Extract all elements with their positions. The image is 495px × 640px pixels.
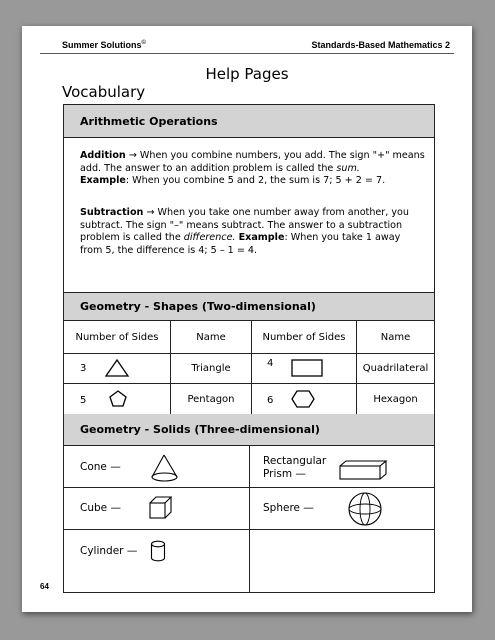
cube-icon xyxy=(149,496,173,522)
sides-value: 6 xyxy=(267,395,274,406)
column-header-sides: Number of Sides xyxy=(262,331,346,343)
subtraction-text: When you take one number away from another, you subtract. The sign "–" means subtract. The answer to a subtraction problem is called the xyxy=(80,207,409,243)
grid-line xyxy=(64,487,434,488)
sphere-icon xyxy=(348,492,382,526)
column-header-name: Name xyxy=(196,331,226,343)
pentagon-icon xyxy=(108,389,128,409)
cylinder-icon xyxy=(150,540,168,564)
cone-icon xyxy=(150,453,180,483)
shapes-heading: Geometry - Shapes (Two-dimensional) xyxy=(64,292,434,321)
page-number: 64 xyxy=(40,582,49,591)
section-title: Vocabulary xyxy=(62,83,146,101)
addition-definition xyxy=(80,150,425,188)
rectangular-prism-icon xyxy=(339,460,389,482)
sides-value: 4 xyxy=(267,358,274,369)
solid-label: Sphere — xyxy=(263,502,314,514)
subtraction-example-label: Example xyxy=(238,232,285,243)
subtraction-term: Subtraction xyxy=(80,207,144,218)
column-header-sides: Number of Sides xyxy=(75,331,159,343)
worksheet-page xyxy=(22,26,472,612)
column-header-name: Name xyxy=(380,331,411,343)
shape-name: Hexagon xyxy=(373,393,418,405)
sides-value: 3 xyxy=(80,363,87,374)
solid-label: Cube — xyxy=(80,502,121,514)
copyright-mark: © xyxy=(141,40,146,46)
series-title xyxy=(62,40,146,50)
solids-heading: Geometry - Solids (Three-dimensional) xyxy=(64,414,434,446)
addition-example-label: Example xyxy=(80,175,126,186)
arrow-icon: → xyxy=(146,207,155,218)
book-title: Standards-Based Mathematics 2 xyxy=(311,40,450,50)
solid-label: Rectangular Prism — xyxy=(263,455,327,480)
vocabulary-box xyxy=(63,104,435,593)
sides-value: 5 xyxy=(80,395,87,406)
shape-name: Pentagon xyxy=(187,393,235,405)
addition-example-text: : When you combine 5 and 2, the sum is 7; 5 + 2 = 7. xyxy=(125,175,386,186)
shape-name: Triangle xyxy=(191,363,231,374)
triangle-icon xyxy=(105,358,129,378)
addition-term: Addition xyxy=(80,150,126,161)
subtraction-example-text: : When you take 1 away from 5, the difference is 4; 5 – 1 = 4. xyxy=(80,232,401,256)
hexagon-icon xyxy=(291,389,315,409)
addition-italic: sum. xyxy=(336,162,360,174)
subtraction-definition xyxy=(80,207,425,257)
solid-label: Cone — xyxy=(80,461,121,473)
shape-name: Quadrilateral xyxy=(362,363,429,374)
series-title-text: Summer Solutions xyxy=(62,40,142,50)
subtraction-italic: difference. xyxy=(183,232,236,243)
addition-text: When you combine numbers, you add. The sign "+" means add. The answer to an addition problem is called the xyxy=(80,150,425,174)
solid-label: Cylinder — xyxy=(80,545,138,557)
page-title: Help Pages xyxy=(205,65,289,83)
header-divider xyxy=(40,53,454,54)
grid-line xyxy=(64,529,434,530)
grid-line xyxy=(249,446,250,592)
arithmetic-heading: Arithmetic Operations xyxy=(64,105,434,138)
arrow-icon: → xyxy=(128,150,137,161)
rectangle-icon xyxy=(291,358,323,378)
